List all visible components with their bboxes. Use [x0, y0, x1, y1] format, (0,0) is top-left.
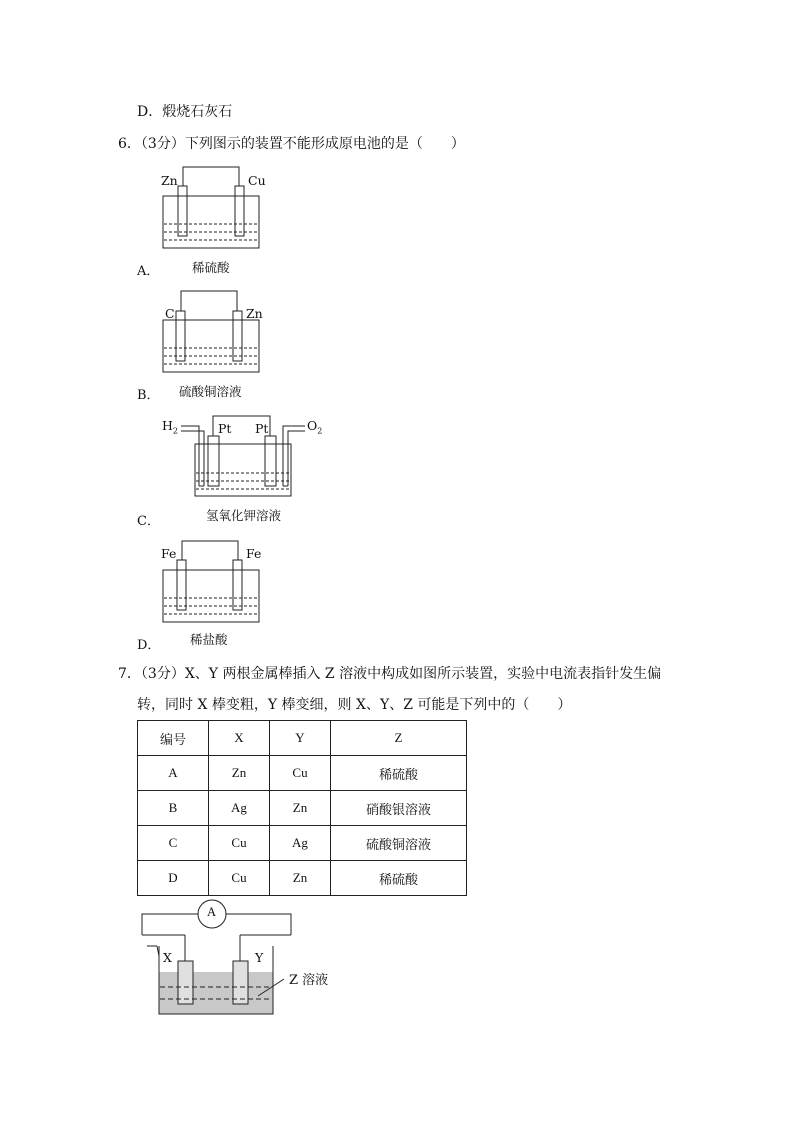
table-cell: Ag — [270, 826, 331, 861]
q5-option-d: D．煅烧石灰石 — [137, 104, 233, 120]
table-cell: Cu — [209, 861, 270, 896]
q6-option-d[interactable]: D． — [137, 638, 161, 653]
q7-solution-label: Z 溶液 — [289, 973, 329, 988]
q6c-left-electrode: Pt — [218, 421, 232, 436]
table-cell: D — [138, 861, 209, 896]
q6-option-c[interactable]: C． — [137, 514, 160, 529]
q6c-hydrogen-label: $H_2$ — [162, 418, 178, 436]
q6b-caption: 硫酸铜溶液 — [179, 384, 242, 399]
q7-stem-line1: 7．（3分）X、Y 两根金属棒插入 Z 溶液中构成如图所示装置，实验中电流表指针发生偏 — [118, 666, 662, 682]
q6b-right-electrode: Zn — [246, 306, 263, 321]
header-cell: X — [209, 721, 270, 756]
table-cell: Cu — [209, 826, 270, 861]
header-cell: Y — [270, 721, 331, 756]
q6a-right-electrode: Cu — [248, 173, 266, 188]
q6c-right-electrode: Pt — [255, 421, 269, 436]
table-cell: B — [138, 791, 209, 826]
table-cell: Zn — [270, 861, 331, 896]
table-cell: Cu — [270, 756, 331, 791]
q6a-left-electrode: Zn — [161, 173, 178, 188]
q6-option-a[interactable]: A． — [137, 264, 160, 279]
table-cell: Zn — [209, 756, 270, 791]
q6-option-b[interactable]: B． — [137, 388, 160, 403]
q6b-left-electrode: C — [165, 306, 175, 321]
q6d-left-electrode: Fe — [161, 546, 177, 561]
header-cell: 编号 — [138, 721, 209, 756]
ammeter-label: A — [207, 905, 217, 919]
q6d-caption: 稀盐酸 — [190, 632, 228, 647]
table-cell: C — [138, 826, 209, 861]
table-cell: 硝酸银溶液 — [331, 791, 467, 826]
q6c-caption: 氢氧化钾溶液 — [206, 508, 282, 523]
q6c-oxygen-label: $O_2$ — [307, 418, 323, 436]
q6-stem: 6．（3分）下列图示的装置不能形成原电池的是（ ） — [118, 136, 465, 152]
table-cell: A — [138, 756, 209, 791]
header-cell: Z — [331, 721, 467, 756]
q7-electrode-x: X — [163, 950, 172, 965]
table-cell: 稀硫酸 — [331, 861, 467, 896]
q7-stem-line2: 转，同时 X 棒变粗，Y 棒变细，则 X、Y、Z 可能是下列中的（ ） — [137, 697, 572, 713]
table-cell: Zn — [270, 791, 331, 826]
q6a-caption: 稀硫酸 — [192, 260, 230, 275]
q6d-right-electrode: Fe — [246, 546, 262, 561]
q7-electrode-y: Y — [255, 950, 264, 965]
table-cell: 硫酸铜溶液 — [331, 826, 467, 861]
table-cell: Ag — [209, 791, 270, 826]
table-cell: 稀硫酸 — [331, 756, 467, 791]
